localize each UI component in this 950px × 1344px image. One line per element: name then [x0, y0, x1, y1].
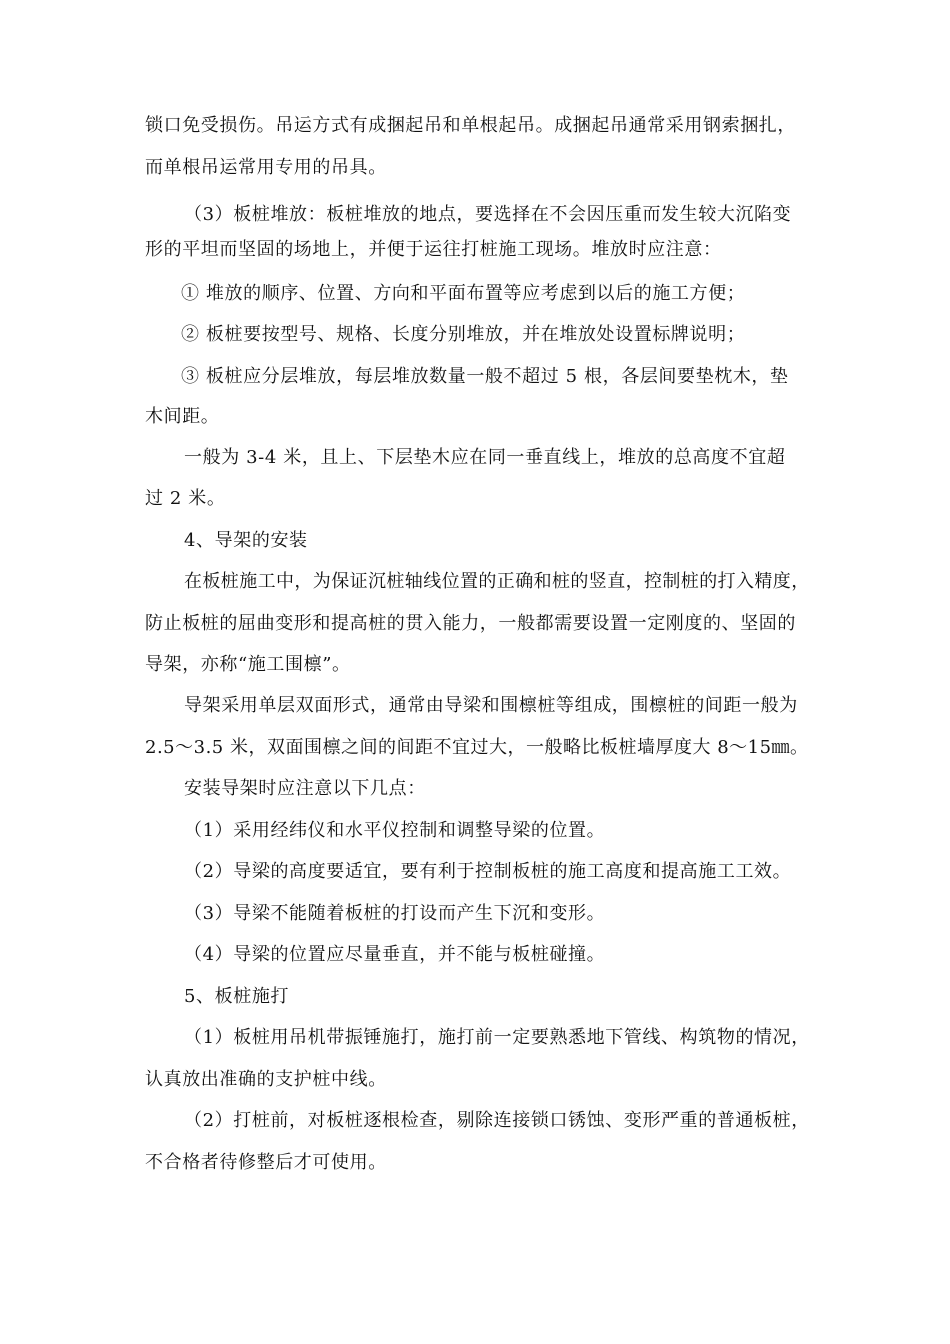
text-line: （4）导梁的位置应尽量垂直，并不能与板桩碰撞。 — [184, 944, 606, 965]
text-line: 形的平坦而坚固的场地上，并便于运往打桩施工现场。堆放时应注意： — [145, 239, 722, 260]
text-line: 导架采用单层双面形式，通常由导梁和围檩桩等组成，围檩桩的间距一般为 — [184, 695, 798, 716]
text-line: 防止板桩的屈曲变形和提高桩的贯入能力，一般都需要设置一定刚度的、坚固的 — [145, 613, 796, 634]
section-heading: 5、板桩施打 — [184, 986, 290, 1007]
text-line: 导架，亦称“施工围檩”。 — [145, 654, 351, 675]
text-line: 安装导架时应注意以下几点： — [184, 778, 426, 799]
text-line: （3）导梁不能随着板桩的打设而产生下沉和变形。 — [184, 903, 606, 924]
text-line: （3）板桩堆放：板桩堆放的地点，要选择在不会因压重而发生较大沉陷变 — [184, 204, 792, 225]
text-line: 锁口免受损伤。吊运方式有成捆起吊和单根起吊。成捆起吊通常采用钢索捆扎， — [145, 115, 796, 136]
text-line: 一般为 3-4 米，且上、下层垫木应在同一垂直线上，堆放的总高度不宜超 — [184, 447, 786, 468]
text-line: ① 堆放的顺序、位置、方向和平面布置等应考虑到以后的施工方便； — [181, 283, 746, 304]
section-heading: 4、导架的安装 — [184, 530, 308, 551]
text-line: （2）导梁的高度要适宜，要有利于控制板桩的施工高度和提高施工工效。 — [184, 861, 792, 882]
text-line: ③ 板桩应分层堆放，每层堆放数量一般不超过 5 根，各层间要垫枕木，垫 — [181, 366, 789, 387]
text-line: ② 板桩要按型号、规格、长度分别堆放，并在堆放处设置标牌说明； — [181, 324, 746, 345]
text-line: 在板桩施工中，为保证沉桩轴线位置的正确和桩的竖直，控制桩的打入精度， — [184, 571, 810, 592]
text-line: （1）采用经纬仪和水平仪控制和调整导梁的位置。 — [184, 820, 606, 841]
text-line: （1）板桩用吊机带振锤施打，施打前一定要熟悉地下管线、构筑物的情况， — [184, 1027, 810, 1048]
text-line: 而单根吊运常用专用的吊具。 — [145, 157, 387, 178]
text-line: 过 2 米。 — [145, 488, 226, 509]
text-line: 不合格者待修整后才可使用。 — [145, 1152, 387, 1173]
text-line: 木间距。 — [145, 406, 220, 427]
text-line: 认真放出准确的支护桩中线。 — [145, 1069, 387, 1090]
text-line: 2.5～3.5 米，双面围檩之间的间距不宜过大，一般略比板桩墙厚度大 8～15㎜。 — [145, 737, 809, 758]
text-line: （2）打桩前，对板桩逐根检查，剔除连接锁口锈蚀、变形严重的普通板桩， — [184, 1110, 810, 1131]
